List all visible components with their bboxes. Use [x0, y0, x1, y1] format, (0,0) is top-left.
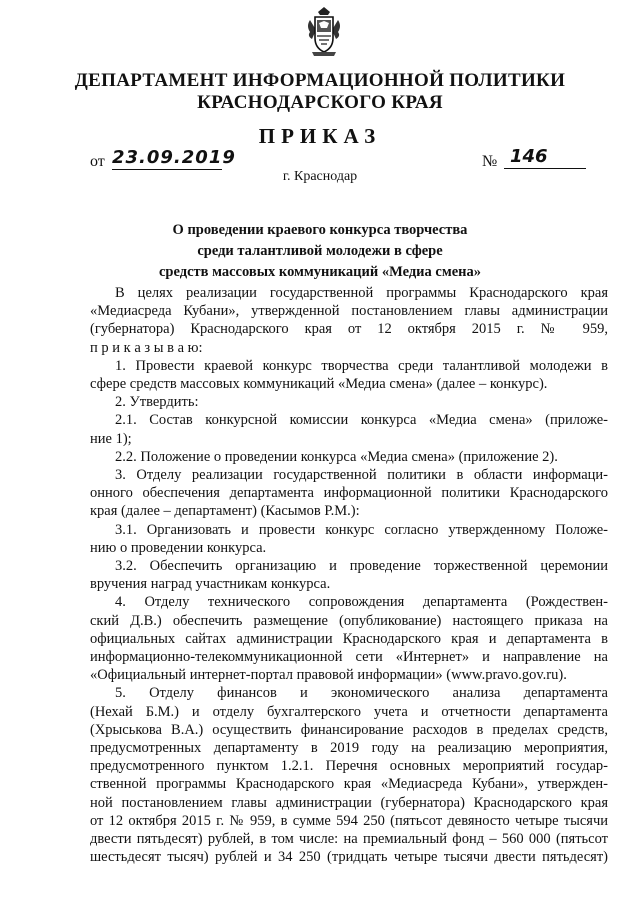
- number-prefix: №: [482, 153, 498, 170]
- body-line: онного обеспечения департамента информационной политики Краснодарского: [90, 485, 608, 502]
- coat-of-arms-icon: [304, 6, 344, 60]
- body-line: ственной программы Краснодарского края «Медиасреда Кубани», утвержден-: [90, 776, 608, 793]
- body-line: предусмотренного пунктом 1.2.1. Перечня основных мероприятий государ-: [90, 758, 608, 775]
- body-line: края (далее – департамент) (Касымов Р.М.):: [90, 503, 360, 520]
- body-line: сфере средств массовых коммуникаций «Медиа смена» (далее – конкурс).: [90, 376, 548, 392]
- city: г. Краснодар: [282, 169, 358, 184]
- body-line: 3. Отделу реализации государственной политики в области информаци-: [115, 467, 608, 483]
- body-line: ский Д.В.) обеспечить размещение (опубликование) настоящего приказа на: [90, 612, 608, 629]
- body-line: информационно-телекоммуникационной сети «Интернет» и направление на: [90, 649, 608, 665]
- body-line: шестьдесят тысяч) рублей и 34 250 (тридцать четыре тысячи двести пятьдесят): [90, 849, 608, 866]
- department-name-line1: ДЕПАРТАМЕНТ ИНФОРМАЦИОННОЙ ПОЛИТИКИ: [74, 70, 566, 91]
- body-line: «Официальный интернет-портал правовой информации» (www.pravo.gov.ru).: [90, 667, 567, 684]
- body-line: 2.1. Состав конкурсной комиссии конкурса «Медиа смена» (приложе-: [115, 412, 608, 429]
- body-line: 3.2. Обеспечить организацию и проведение торжественной церемонии: [115, 558, 608, 574]
- body-line: (губернатора) Краснодарского края от 12 октября 2015 г. № 959,: [90, 321, 608, 338]
- document-type: ПРИКАЗ: [258, 124, 382, 148]
- body-line: вручения наград участникам конкурса.: [90, 576, 331, 593]
- body-line: предусмотренных департаменту в 2019 году на реализацию мероприятия,: [90, 740, 608, 756]
- body-line: от 12 октября 2015 г. № 959, в сумме 594 250 (пятьсот девяносто четыре тысячи: [90, 812, 608, 829]
- date-prefix: от: [90, 153, 105, 170]
- body-line: официальных сайтах администрации Краснодарского края и департамента в: [90, 630, 608, 647]
- body-line: (Хрыськова В.А.) осуществить финансирование расходов в пределах средств,: [90, 721, 608, 738]
- body-line: В целях реализации государственной программы Краснодарского края: [115, 285, 608, 301]
- body-line: двести пятьдесят) рублей, в том числе: на премиальный фонд – 560 000 (пятьсот: [90, 831, 608, 847]
- body-line: 1. Провести краевой конкурс творчества среди талантливой молодежи в: [115, 357, 608, 374]
- order-title-line: среди талантливой молодежи в сфере: [197, 243, 443, 259]
- body-line: «Медиасреда Кубани», утвержденной постановлением главы администрации: [90, 303, 608, 320]
- body-line: нию о проведении конкурса.: [90, 539, 267, 556]
- body-line: (Нехай Б.М.) и отделу бухгалтерского учета и отчетности департамента: [90, 703, 608, 720]
- body-line: 3.1. Организовать и провести конкурс согласно утвержденному Положе-: [115, 521, 608, 538]
- body-line: 4. Отделу технического сопровождения департамента (Рождествен-: [115, 594, 608, 611]
- order-date: 23.09.2019: [112, 147, 236, 168]
- body-line: 2. Утвердить:: [115, 394, 199, 411]
- department-name-line2: КРАСНОДАРСКОГО КРАЯ: [197, 92, 443, 113]
- body-line: 5. Отделу финансов и экономического анализа департамента: [115, 685, 608, 702]
- body-line: ние 1);: [90, 430, 132, 447]
- order-title-line: О проведении краевого конкурса творчества: [172, 222, 468, 238]
- body-line: п р и к а з ы в а ю:: [90, 339, 203, 356]
- order-number: 146: [504, 146, 586, 169]
- body-line: ной постановлением главы администрации (губернатора) Краснодарского края: [90, 794, 608, 811]
- body-line: 2.2. Положение о проведении конкурса «Медиа смена» (приложение 2).: [115, 448, 558, 465]
- order-title-line: средств массовых коммуникаций «Медиа смена»: [159, 264, 481, 280]
